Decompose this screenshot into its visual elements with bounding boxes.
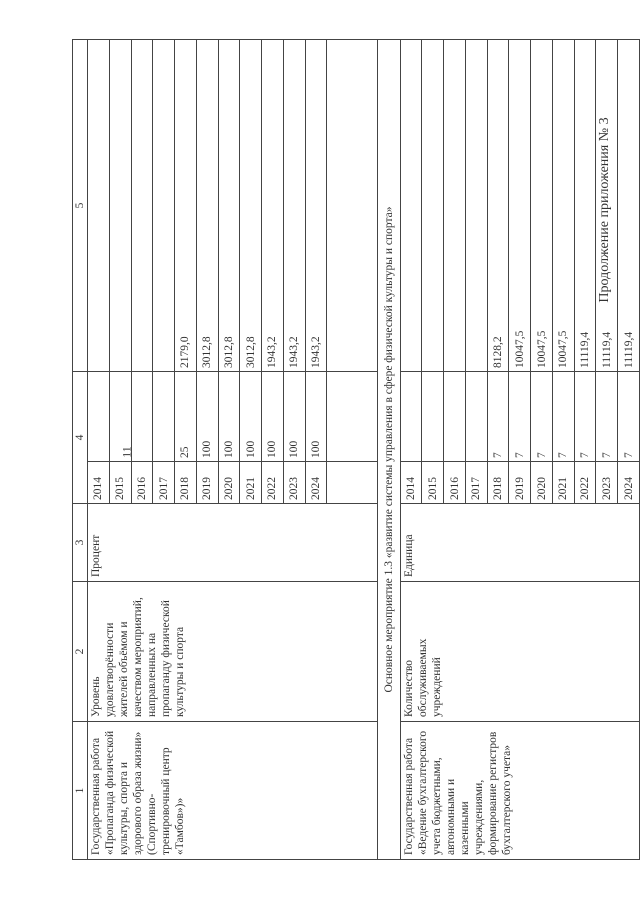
- finance-cell: 3012,8: [240, 40, 262, 372]
- value-cell: [88, 372, 110, 462]
- block1-work-name: Государственная работа «Пропаганда физической культуры, спорта и здорового образа жизни» (Спортивно-тренировочный центр «Тамбов»)»: [88, 722, 378, 860]
- finance-cell: [131, 40, 153, 372]
- year-cell: 2017: [153, 462, 175, 504]
- header-col-3: 3: [73, 504, 88, 582]
- block1-indicator: Уровень удовлетворённости жителей объёмом и качеством мероприятий, направленных на пропаганду физической культуры и спорта: [88, 582, 378, 722]
- value-cell: [131, 372, 153, 462]
- header-col-4: 4: [73, 372, 88, 504]
- value-cell: 7: [552, 372, 574, 462]
- year-cell: 2020: [531, 462, 553, 504]
- year-cell: 2022: [574, 462, 596, 504]
- year-cell: 2021: [240, 462, 262, 504]
- year-cell: 2015: [109, 462, 131, 504]
- finance-cell: 1943,2: [262, 40, 284, 372]
- rotated-table-container: [72, 40, 640, 860]
- header-col-2: 2: [73, 582, 88, 722]
- value-cell: 100: [240, 372, 262, 462]
- value-cell: 7: [487, 372, 509, 462]
- header-col-5: 5: [73, 40, 88, 372]
- finance-cell: [422, 40, 444, 372]
- header-row: [73, 40, 88, 860]
- section-row: [377, 40, 400, 860]
- year-cell: 2014: [88, 462, 110, 504]
- year-cell: 2020: [218, 462, 240, 504]
- block2-unit: Единица: [400, 504, 639, 582]
- value-cell: [444, 372, 466, 462]
- year-cell: 2024: [618, 462, 640, 504]
- block1-unit: Процент: [88, 504, 378, 582]
- empty-cell: [327, 40, 377, 372]
- value-cell: 100: [262, 372, 284, 462]
- section-title: Основное мероприятие 1.3 «развитие системы управления в сфере физической культуры и спорта»: [377, 40, 400, 860]
- value-cell: 7: [574, 372, 596, 462]
- page-number: 11: [119, 446, 134, 458]
- value-cell: 7: [618, 372, 640, 462]
- finance-cell: 11119,4: [618, 40, 640, 372]
- finance-cell: 2179,0: [175, 40, 197, 372]
- year-cell: 2017: [465, 462, 487, 504]
- indicators-table: [72, 39, 640, 860]
- empty-cell: [327, 372, 377, 462]
- year-cell: 2019: [509, 462, 531, 504]
- finance-cell: [465, 40, 487, 372]
- finance-cell: [109, 40, 131, 372]
- finance-cell: 10047,5: [552, 40, 574, 372]
- value-cell: 100: [196, 372, 218, 462]
- block2-indicator: Количество обслуживаемых учреждений: [400, 582, 639, 722]
- value-cell: [465, 372, 487, 462]
- value-cell: 100: [305, 372, 327, 462]
- value-cell: 7: [509, 372, 531, 462]
- value-cell: [400, 372, 422, 462]
- year-cell: 2019: [196, 462, 218, 504]
- value-cell: 7: [596, 372, 618, 462]
- finance-cell: 10047,5: [509, 40, 531, 372]
- empty-cell: [327, 462, 377, 504]
- value-cell: [109, 372, 131, 462]
- finance-cell: 3012,8: [218, 40, 240, 372]
- value-cell: 25: [175, 372, 197, 462]
- year-cell: 2023: [596, 462, 618, 504]
- finance-cell: 1943,2: [305, 40, 327, 372]
- block2-work-name: Государственная работа «Ведение бухгалтерского учета бюджетными, автономными и казенными учреждениями, формирование регистров бухгалтерского учета»: [400, 722, 639, 860]
- appendix-title: Продолжение приложения № 3: [597, 117, 612, 303]
- finance-cell: 11119,4: [596, 40, 618, 372]
- year-cell: 2018: [487, 462, 509, 504]
- year-cell: 2022: [262, 462, 284, 504]
- finance-cell: 11119,4: [574, 40, 596, 372]
- finance-cell: [400, 40, 422, 372]
- finance-cell: 10047,5: [531, 40, 553, 372]
- year-cell: 2014: [400, 462, 422, 504]
- year-cell: 2024: [305, 462, 327, 504]
- finance-cell: 3012,8: [196, 40, 218, 372]
- year-cell: 2016: [444, 462, 466, 504]
- finance-cell: [88, 40, 110, 372]
- year-cell: 2023: [283, 462, 305, 504]
- value-cell: 100: [218, 372, 240, 462]
- year-cell: 2016: [131, 462, 153, 504]
- finance-cell: 8128,2: [487, 40, 509, 372]
- value-cell: 100: [283, 372, 305, 462]
- year-cell: 2018: [175, 462, 197, 504]
- table-row: [88, 40, 110, 860]
- value-cell: 7: [531, 372, 553, 462]
- finance-cell: 1943,2: [283, 40, 305, 372]
- year-cell: 2021: [552, 462, 574, 504]
- table-row: [400, 40, 422, 860]
- value-cell: [422, 372, 444, 462]
- year-cell: 2015: [422, 462, 444, 504]
- value-cell: [153, 372, 175, 462]
- finance-cell: [444, 40, 466, 372]
- finance-cell: [153, 40, 175, 372]
- header-col-1: 1: [73, 722, 88, 860]
